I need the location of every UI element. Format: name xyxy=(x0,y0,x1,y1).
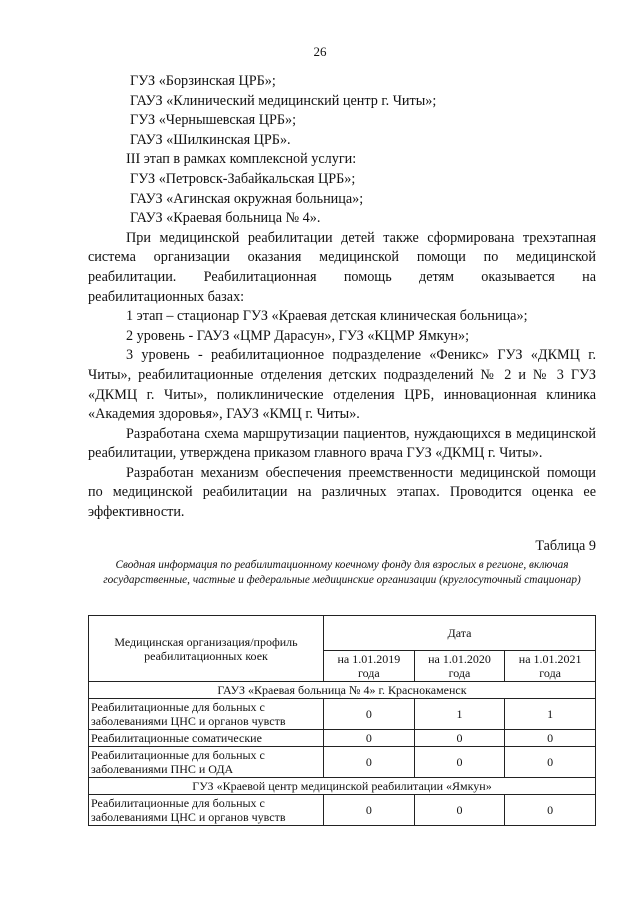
cell-value: 0 xyxy=(324,730,415,747)
body-text xyxy=(88,72,596,587)
paragraph: Разработана схема маршрутизации пациентов, нуждающихся в медицинской реабилитации, утверждена приказом главного врача ГУЗ «ДКМЦ г. Читы». xyxy=(88,425,596,462)
stage-heading: III этап в рамках комплексной услуги: xyxy=(126,151,357,168)
table-label: Таблица 9 xyxy=(535,537,596,554)
cell-value: 0 xyxy=(324,795,415,826)
cell-value: 0 xyxy=(505,730,596,747)
row-label: Реабилитационные для больных с заболеваниями ЦНС и органов чувств xyxy=(89,699,324,730)
cell-value: 0 xyxy=(324,699,415,730)
table-row xyxy=(89,730,596,747)
row-label: Реабилитационные для больных с заболеваниями ПНС и ОДА xyxy=(89,747,324,778)
list-item: ГУЗ «Петровск-Забайкальская ЦРБ»; xyxy=(130,170,356,187)
table-caption: Сводная информация по реабилитационному коечному фонду для взрослых в регионе, включая государственные, частные и федеральные медицинские организации (круглосуточный стационар) xyxy=(103,559,581,586)
group-name: ГУЗ «Краевой центр медицинской реабилитации «Ямкун» xyxy=(89,778,596,795)
table-group-row xyxy=(89,778,596,795)
cell-value: 0 xyxy=(414,730,505,747)
table-header-row xyxy=(89,616,596,651)
paragraph: Разработан механизм обеспечения преемственности медицинской помощи по медицинской реабилитации на различных этапах. Проводится оценка ее эффективности. xyxy=(88,464,596,521)
cell-value: 1 xyxy=(414,699,505,730)
row-label: Реабилитационные соматические xyxy=(89,730,324,747)
list-item: ГУЗ «Борзинская ЦРБ»; xyxy=(130,73,276,89)
list-item: 1 этап – стационар ГУЗ «Краевая детская клиническая больница»; xyxy=(126,308,528,325)
rehab-beds-table xyxy=(88,615,596,826)
cell-value: 0 xyxy=(505,795,596,826)
group-name: ГАУЗ «Краевая больница № 4» г. Краснокаменск xyxy=(89,682,596,699)
table-group-row xyxy=(89,682,596,699)
list-item: 2 уровень - ГАУЗ «ЦМР Дарасун», ГУЗ «КЦМР Ямкун»; xyxy=(126,327,470,344)
cell-value: 1 xyxy=(505,699,596,730)
header-date: Дата xyxy=(324,616,596,651)
header-year: на 1.01.2019 года xyxy=(324,651,415,682)
table-row xyxy=(89,795,596,826)
table-row xyxy=(89,699,596,730)
paragraph: 3 уровень - реабилитационное подразделение «Феникс» ГУЗ «ДКМЦ г. Читы», реабилитационные отделения детских подразделений № 2 и № 3 ГУЗ «ДКМЦ г. Читы», поликлинические отделения ЦРБ, инновационная клиника «Академия здоровья», ГАУЗ «КМЦ г. Читы». xyxy=(88,347,596,423)
list-item: ГАУЗ «Агинская окружная больница»; xyxy=(130,190,364,207)
table-row xyxy=(89,747,596,778)
list-item: ГАУЗ «Клинический медицинский центр г. Читы»; xyxy=(130,92,437,109)
cell-value: 0 xyxy=(414,747,505,778)
list-item: ГАУЗ «Краевая больница № 4». xyxy=(130,210,321,227)
row-label: Реабилитационные для больных с заболеваниями ЦНС и органов чувств xyxy=(89,795,324,826)
cell-value: 0 xyxy=(505,747,596,778)
cell-value: 0 xyxy=(414,795,505,826)
header-org: Медицинская организация/профиль реабилитационных коек xyxy=(89,616,324,682)
cell-value: 0 xyxy=(324,747,415,778)
header-year: на 1.01.2020 года xyxy=(414,651,505,682)
list-item: ГУЗ «Чернышевская ЦРБ»; xyxy=(130,112,297,129)
header-year: на 1.01.2021 года xyxy=(505,651,596,682)
list-item: ГАУЗ «Шилкинская ЦРБ». xyxy=(130,131,291,148)
page-number: 26 xyxy=(313,44,327,59)
paragraph: При медицинской реабилитации детей также сформирована трехэтапная система организации оказания медицинской помощи по медицинской реабилитации. Реабилитационная помощь детям оказывается на реабилитационных базах: xyxy=(88,229,596,305)
